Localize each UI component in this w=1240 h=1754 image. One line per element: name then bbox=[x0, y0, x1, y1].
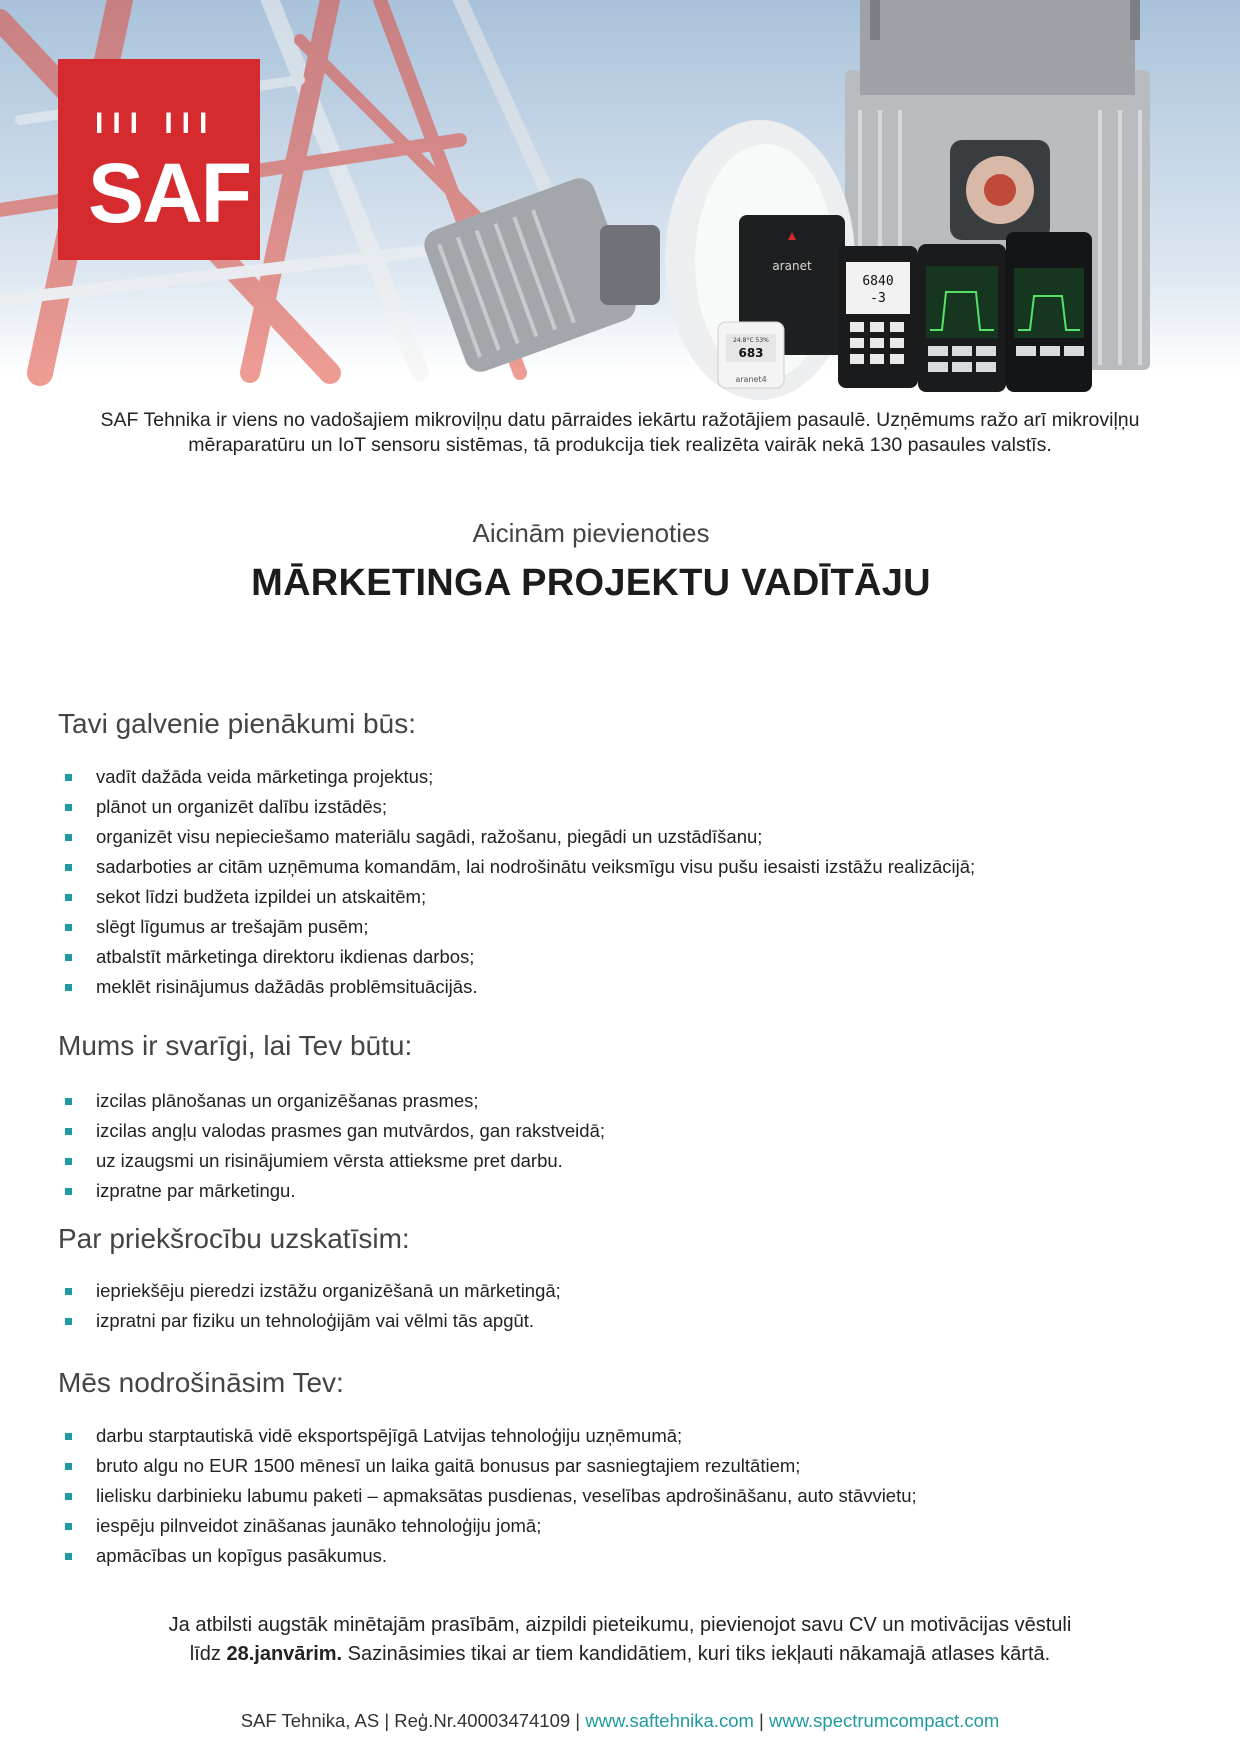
advantages-list bbox=[58, 1276, 1198, 1336]
benefits-section bbox=[58, 1366, 1198, 1571]
list-item bbox=[58, 912, 1198, 942]
sensor-header: 24.8°C 53% bbox=[733, 337, 769, 344]
list-item-text: darbu starptautiskā vidē eksportspējīgā Latvijas tehnoloģiju uzņēmumā; bbox=[96, 1425, 683, 1446]
list-item bbox=[58, 1511, 1198, 1541]
bullet-icon bbox=[65, 1188, 72, 1195]
list-item-text: lielisku darbinieku labumu paketi – apmaksātas pusdienas, veselības apdrošināšanu, auto stāvvietu; bbox=[96, 1485, 917, 1506]
list-item-text: organizēt visu nepieciešamo materiālu sagādi, ražošanu, piegādi un uzstādīšanu; bbox=[96, 826, 763, 847]
advantages-section bbox=[58, 1222, 1198, 1336]
bullet-icon bbox=[65, 1318, 72, 1325]
list-item bbox=[58, 762, 1198, 792]
list-item-text: vadīt dažāda veida mārketinga projektus; bbox=[96, 766, 434, 787]
list-item-text: izpratni par fiziku un tehnoloģijām vai vēlmi tās apgūt. bbox=[96, 1310, 535, 1331]
footer-separator: | bbox=[753, 1710, 769, 1731]
company-registration: SAF Tehnika, AS | Reģ.Nr.40003474109 | bbox=[240, 1710, 586, 1731]
hero-banner bbox=[0, 0, 1240, 384]
bullet-icon bbox=[65, 1553, 72, 1560]
bullet-icon bbox=[65, 834, 72, 841]
list-item bbox=[58, 1451, 1198, 1481]
list-item-text: izpratne par mārketingu. bbox=[96, 1180, 296, 1201]
bullet-icon bbox=[65, 1463, 72, 1470]
list-item bbox=[58, 1116, 1198, 1146]
list-item-text: iespēju pilnveidot zināšanas jaunāko tehnoloģiju jomā; bbox=[96, 1515, 542, 1536]
bullet-icon bbox=[65, 1128, 72, 1135]
closing-line-2-suffix: Sazināsimies tikai ar tiem kandidātiem, kuri tiks iekļauti nākamajā atlases kārtā. bbox=[342, 1643, 1051, 1665]
bullet-icon bbox=[65, 1433, 72, 1440]
list-item bbox=[58, 1541, 1198, 1571]
bullet-icon bbox=[65, 924, 72, 931]
list-item bbox=[58, 1146, 1198, 1176]
bullet-icon bbox=[65, 1158, 72, 1165]
aranet4-label: aranet4 bbox=[735, 375, 767, 384]
closing-line-2-prefix: līdz bbox=[189, 1643, 227, 1665]
logo-bars: III III bbox=[95, 107, 217, 140]
requirements-section bbox=[58, 1029, 1198, 1206]
section-title: Mums ir svarīgi, lai Tev būtu: bbox=[58, 1030, 413, 1061]
position-title: MĀRKETINGA PROJEKTU VADĪTĀJU bbox=[251, 562, 931, 604]
closing-line-1: Ja atbilsti augstāk minētajām prasībām, aizpildi pieteikumu, pievienojot savu CV un motivācijas vēstuli bbox=[168, 1614, 1072, 1636]
section-title: Mēs nodrošināsim Tev: bbox=[58, 1367, 344, 1398]
list-item-text: plānot un organizēt dalību izstādēs; bbox=[96, 796, 388, 817]
list-item-text: izcilas plānošanas un organizēšanas prasmes; bbox=[96, 1090, 479, 1111]
list-item-text: sekot līdzi budžeta izpildei un atskaitēm; bbox=[96, 886, 427, 907]
deadline: 28.janvārim. bbox=[226, 1643, 343, 1665]
list-item bbox=[58, 972, 1198, 1002]
list-item bbox=[58, 1306, 1198, 1336]
bullet-icon bbox=[65, 954, 72, 961]
bullet-icon bbox=[65, 894, 72, 901]
list-item-text: apmācības un kopīgus pasākumus. bbox=[96, 1545, 388, 1566]
list-item bbox=[58, 1176, 1198, 1206]
list-item-text: izcilas angļu valodas prasmes gan mutvārdos, gan rakstveidā; bbox=[96, 1120, 606, 1141]
list-item-text: sadarboties ar citām uzņēmuma komandām, lai nodrošinātu veiksmīgu visu pušu iesaisti izstāžu realizācijā; bbox=[96, 856, 976, 877]
bullet-icon bbox=[65, 1098, 72, 1105]
invite-heading: Aicinām pievienoties bbox=[472, 518, 710, 548]
website-link-saftehnika[interactable]: www.saftehnika.com bbox=[585, 1710, 754, 1731]
list-item-text: uz izaugsmi un risinājumiem vērsta attieksme pret darbu. bbox=[96, 1150, 563, 1171]
list-item bbox=[58, 942, 1198, 972]
list-item-text: bruto algu no EUR 1500 mēnesī un laika gaitā bonusus par sasniegtajiem rezultātiem; bbox=[96, 1455, 801, 1476]
responsibilities-list bbox=[58, 762, 1198, 1002]
list-item-text: meklēt risinājumus dažādās problēmsituācijās. bbox=[96, 976, 478, 997]
list-item-text: atbalstīt mārketinga direktoru ikdienas darbos; bbox=[96, 946, 475, 967]
bullet-icon bbox=[65, 864, 72, 871]
list-item bbox=[58, 882, 1198, 912]
benefits-list bbox=[58, 1421, 1198, 1571]
list-item bbox=[58, 852, 1198, 882]
list-item bbox=[58, 1481, 1198, 1511]
bullet-icon bbox=[65, 774, 72, 781]
list-item bbox=[58, 1086, 1198, 1116]
bullet-icon bbox=[65, 1493, 72, 1500]
section-title: Par priekšrocību uzskatīsim: bbox=[58, 1223, 410, 1254]
list-item-text: iepriekšēju pieredzi izstāžu organizēšanā un mārketingā; bbox=[96, 1280, 561, 1301]
bullet-icon bbox=[65, 1523, 72, 1530]
meter-reading-2: -3 bbox=[870, 291, 886, 306]
list-item bbox=[58, 1421, 1198, 1451]
section-title: Tavi galvenie pienākumi būs: bbox=[58, 708, 416, 739]
sensor-reading: 683 bbox=[738, 346, 764, 360]
requirements-list bbox=[58, 1086, 1198, 1206]
bullet-icon bbox=[65, 1288, 72, 1295]
website-link-spectrumcompact[interactable]: www.spectrumcompact.com bbox=[768, 1710, 1000, 1731]
company-intro: SAF Tehnika ir viens no vadošajiem mikroviļņu datu pārraides iekārtu ražotājiem pasaulē. Uzņēmums ražo arī mikroviļņu mēraparatūru un IoT sensoru sistēmas, tā produkcija tiek realizēta vairāk nekā 130 pasaules valstīs. bbox=[100, 409, 1140, 456]
list-item-text: slēgt līgumus ar trešajām pusēm; bbox=[96, 916, 369, 937]
logo-text: SAF bbox=[88, 146, 250, 240]
bullet-icon bbox=[65, 804, 72, 811]
footer bbox=[0, 1710, 1240, 1732]
application-instructions bbox=[40, 1611, 1200, 1669]
saf-logo bbox=[58, 59, 260, 260]
bullet-icon bbox=[65, 984, 72, 991]
list-item bbox=[58, 822, 1198, 852]
list-item bbox=[58, 792, 1198, 822]
meter-reading-1: 6840 bbox=[862, 274, 894, 289]
list-item bbox=[58, 1276, 1198, 1306]
responsibilities-section bbox=[58, 707, 1198, 1002]
aranet-device-label: aranet bbox=[772, 259, 812, 273]
